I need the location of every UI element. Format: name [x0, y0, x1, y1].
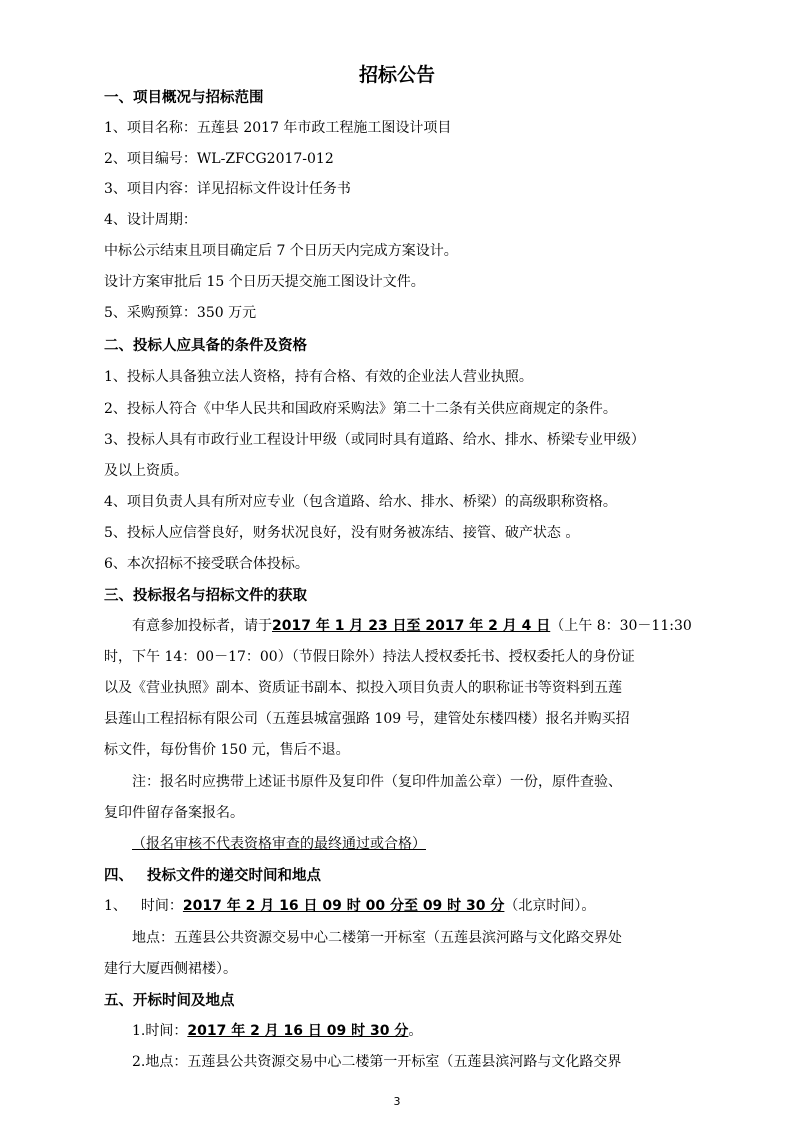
- section-5-heading: 五、开标时间及地点: [104, 993, 235, 1009]
- qualification-4: 4、项目负责人具有所对应专业（包含道路、给水、排水、桥梁）的高级职称资格。: [104, 494, 617, 510]
- opening-time-value: 2017 年 2 月 16 日 09 时 30 分: [187, 1023, 409, 1039]
- project-content-line: 3、项目内容：详见招标文件设计任务书: [104, 181, 351, 197]
- submission-location-line-2: 建行大厦西侧裙楼）。: [104, 961, 237, 977]
- qualification-3-cont: 及以上资质。: [104, 463, 188, 479]
- registration-hours-am: （上午 8：30－11:30: [550, 618, 692, 634]
- qualification-3: 3、投标人具有市政行业工程设计甲级（或同时具有道路、给水、排水、桥梁专业甲级）: [104, 432, 645, 448]
- section-4-heading: [104, 864, 321, 885]
- opening-time-end: 。: [408, 1023, 423, 1039]
- section-4-title: 投标文件的递交时间和地点: [147, 868, 321, 884]
- registration-para-line-1: [132, 615, 692, 635]
- submission-time-line: [104, 895, 595, 915]
- registration-date-range: 2017 年 1 月 23 日至 2017 年 2 月 4 日: [272, 618, 551, 634]
- design-period-line: 4、设计周期：: [104, 212, 197, 228]
- project-number-line: 2、项目编号：WL-ZFCG2017-012: [104, 151, 334, 167]
- submission-location-line-1: 地点：五莲县公共资源交易中心二楼第一开标室（五莲县滨河路与文化路交界处: [132, 930, 622, 946]
- project-name-line: 1、项目名称：五莲县 2017 年市政工程施工图设计项目: [104, 120, 452, 136]
- section-4-number: 四、: [104, 868, 133, 884]
- submission-time-number: 1、: [104, 898, 127, 914]
- section-3-heading: 三、投标报名与招标文件的获取: [104, 588, 307, 604]
- registration-para-line-2: 时，下午 14：00－17：00）（节假日除外）持法人授权委托书、授权委托人的身份证: [104, 649, 635, 665]
- design-period-detail-2: 设计方案审批后 15 个日历天提交施工图设计文件。: [104, 274, 425, 290]
- registration-note-1: 注：报名时应携带上述证书原件及复印件（复印件加盖公章）一份，原件查验、: [132, 774, 622, 790]
- budget-line: 5、采购预算：350 万元: [104, 305, 257, 321]
- registration-para-line-5: 标文件，每份售价 150 元，售后不退。: [104, 742, 350, 758]
- registration-para-line-3: 以及《营业执照》副本、资质证书副本、拟投入项目负责人的职称证书等资料到五莲: [104, 680, 622, 696]
- opening-location-line-1: 2.地点：五莲县公共资源交易中心二楼第一开标室（五莲县滨河路与文化路交界: [132, 1054, 622, 1070]
- page-title: 招标公告: [358, 64, 435, 86]
- opening-time-line: [132, 1020, 422, 1040]
- registration-para-line-4: 县莲山工程招标有限公司（五莲县城富强路 109 号，建管处东楼四楼）报名并购买招: [104, 711, 630, 727]
- submission-time-value: 2017 年 2 月 16 日 09 时 00 分至 09 时 30 分: [182, 898, 505, 914]
- section-1-heading: 一、项目概况与招标范围: [104, 90, 264, 106]
- registration-note-2: 复印件留存备案报名。: [104, 805, 244, 821]
- opening-time-label: 1.时间：: [132, 1023, 188, 1039]
- registration-note-3: （报名审核不代表资格审查的最终通过或合格）: [132, 836, 426, 852]
- qualification-6: 6、本次招标不接受联合体投标。: [104, 556, 309, 572]
- design-period-detail-1: 中标公示结束且项目确定后 7 个日历天内完成方案设计。: [104, 243, 458, 259]
- submission-time-label: 时间：: [140, 898, 183, 914]
- submission-time-zone: （北京时间）。: [504, 898, 596, 914]
- registration-intro: 有意参加投标者，请于: [132, 618, 272, 634]
- section-2-heading: 二、投标人应具备的条件及资格: [104, 338, 307, 354]
- qualification-2: 2、投标人符合《中华人民共和国政府采购法》第二十二条有关供应商规定的条件。: [104, 401, 617, 417]
- qualification-5: 5、投标人应信誉良好，财务状况良好，没有财务被冻结、接管、破产状态 。: [104, 525, 580, 541]
- page-number: 3: [393, 1095, 401, 1108]
- qualification-1: 1、投标人具备独立法人资格，持有合格、有效的企业法人营业执照。: [104, 369, 533, 385]
